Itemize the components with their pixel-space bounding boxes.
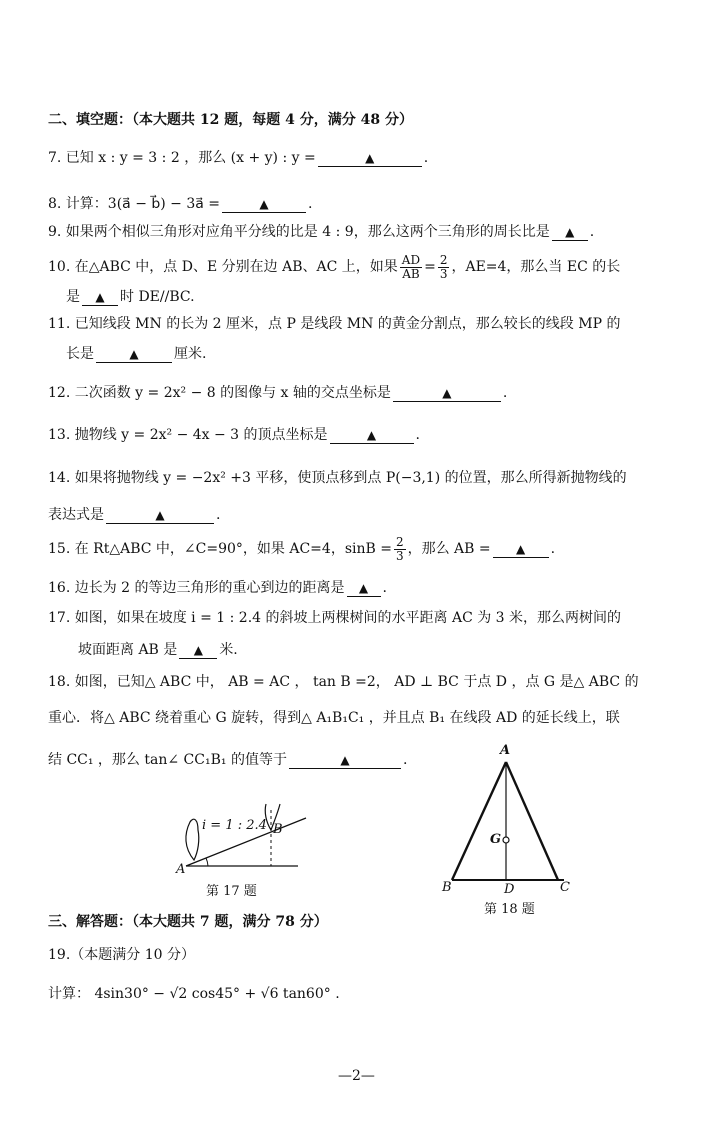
blank-marker-7: ▲ bbox=[365, 151, 375, 165]
figure-18-triangle-diagram bbox=[440, 756, 590, 886]
question-8 bbox=[48, 194, 313, 214]
question-7-end: . bbox=[423, 150, 429, 166]
figure-17-caption: 第 17 题 bbox=[206, 884, 257, 899]
question-17-line2-pre: 坡面距离 AB 是 bbox=[78, 642, 178, 658]
question-15-mid: ，那么 AB = bbox=[407, 541, 491, 557]
question-10-line2-pre: 是 bbox=[66, 289, 80, 305]
answer-blank-9 bbox=[552, 224, 588, 241]
question-13-text: 13. 抛物线 y = 2x² − 4x − 3 的顶点坐标是 bbox=[48, 427, 328, 443]
side-ac bbox=[506, 762, 558, 880]
question-8-end: . bbox=[308, 196, 313, 212]
fraction-numerator: AD bbox=[401, 252, 421, 267]
question-11-line2-pre: 长是 bbox=[66, 346, 94, 362]
answer-blank-14 bbox=[106, 507, 214, 524]
question-13-end: . bbox=[415, 427, 420, 443]
fig18-label-b: B bbox=[442, 880, 452, 895]
blank-marker-10: ▲ bbox=[95, 290, 105, 304]
question-12-end: . bbox=[502, 385, 508, 401]
blank-marker-9: ▲ bbox=[565, 225, 575, 239]
question-17: 17. 如图，如果在坡度 i = 1 : 2.4 的斜坡上两棵树间的水平距离 AC 为 3 米，那么两树间的 bbox=[48, 610, 622, 626]
fraction-ad-ab bbox=[400, 254, 422, 281]
answer-blank-18 bbox=[289, 752, 401, 769]
blank-marker-18: ▲ bbox=[340, 753, 350, 767]
question-13 bbox=[48, 425, 420, 445]
question-10-line2 bbox=[66, 287, 195, 307]
blank-marker-14: ▲ bbox=[155, 508, 165, 522]
figure-17-slope-diagram bbox=[172, 800, 312, 880]
fig17-slope-label: i = 1 : 2.4 bbox=[202, 818, 267, 833]
answer-blank-8 bbox=[222, 196, 306, 213]
question-10-line2-post: 时 DE//BC. bbox=[120, 289, 195, 305]
question-11-line2 bbox=[66, 344, 206, 364]
fig17-label-b: B bbox=[273, 822, 283, 837]
fraction-denominator: AB bbox=[402, 266, 420, 281]
question-12 bbox=[48, 383, 507, 403]
blank-marker-16: ▲ bbox=[358, 581, 369, 595]
question-17-line2-post: 米. bbox=[219, 642, 238, 658]
fig18-label-a: A bbox=[500, 743, 511, 758]
page-number: —2— bbox=[338, 1068, 375, 1084]
blank-marker-15: ▲ bbox=[516, 542, 526, 556]
centroid-point-g bbox=[503, 837, 509, 843]
question-14-line2 bbox=[48, 505, 220, 525]
side-ab bbox=[452, 762, 506, 880]
question-9-end: . bbox=[589, 224, 595, 240]
question-14-line2-post: . bbox=[216, 507, 221, 523]
question-11-line2-post: 厘米. bbox=[174, 346, 207, 362]
question-11: 11. 已知线段 MN 的长为 2 厘米，点 P 是线段 MN 的黄金分割点，那么较长的线段 MP 的 bbox=[48, 316, 621, 332]
question-16-text: 16. 边长为 2 的等边三角形的重心到边的距离是 bbox=[48, 580, 345, 596]
answer-blank-17 bbox=[179, 642, 217, 659]
blank-marker-12: ▲ bbox=[442, 386, 452, 400]
answer-blank-7 bbox=[318, 150, 422, 167]
blank-marker-8: ▲ bbox=[259, 197, 269, 211]
question-14: 14. 如果将抛物线 y = −2x² +3 平移，使顶点移到点 P(−3,1) 的位置，那么所得新抛物线的 bbox=[48, 470, 627, 486]
fraction-two-thirds bbox=[438, 254, 450, 281]
blank-marker-17: ▲ bbox=[193, 643, 203, 657]
question-17-line2 bbox=[78, 640, 238, 660]
question-12-text: 12. 二次函数 y = 2x² − 8 的图像与 x 轴的交点坐标是 bbox=[48, 385, 391, 401]
fig18-label-c: C bbox=[560, 880, 570, 895]
fraction-numerator: 2 bbox=[395, 534, 404, 549]
tree-a-shape bbox=[186, 819, 199, 860]
question-18-line3-pre: 结 CC₁ ，那么 tan∠ CC₁B₁ 的值等于 bbox=[48, 752, 287, 768]
question-10 bbox=[48, 252, 620, 282]
question-7 bbox=[48, 148, 428, 168]
blank-marker-11: ▲ bbox=[129, 347, 139, 361]
answer-blank-15 bbox=[493, 541, 549, 558]
section2-heading: 二、填空题：（本大题共 12 题，每题 4 分，满分 48 分） bbox=[48, 112, 413, 128]
question-18-line3 bbox=[48, 750, 407, 770]
question-9-text: 9. 如果两个相似三角形对应角平分线的比是 4 : 9，那么这两个三角形的周长比是 bbox=[48, 224, 550, 240]
question-16 bbox=[48, 578, 387, 598]
question-15-end: . bbox=[550, 541, 556, 557]
question-10-rest: ，AE=4，那么当 EC 的长 bbox=[451, 259, 621, 275]
section3-heading: 三、解答题：（本大题共 7 题，满分 78 分） bbox=[48, 914, 328, 930]
question-18-line3-post: . bbox=[402, 752, 408, 768]
question-15 bbox=[48, 534, 555, 564]
answer-blank-11 bbox=[96, 346, 172, 363]
figure-18-caption: 第 18 题 bbox=[484, 902, 535, 917]
answer-blank-16 bbox=[347, 580, 381, 597]
question-7-text: 7. 已知 x : y = 3 : 2 ，那么 (x + y) : y = bbox=[48, 150, 316, 166]
question-18-line2: 重心．将△ ABC 绕着重心 G 旋转，得到△ A₁B₁C₁ ，并且点 B₁ 在线段 AD 的延长线上，联 bbox=[48, 710, 620, 726]
angle-arc bbox=[206, 858, 208, 866]
blank-marker-13: ▲ bbox=[366, 428, 377, 442]
question-8-text: 8. 计算：3(a⃗ − b⃗) − 3a⃗ = bbox=[48, 196, 221, 212]
answer-blank-13 bbox=[330, 427, 414, 444]
fraction-sinb bbox=[394, 536, 406, 563]
fig17-label-a: A bbox=[176, 862, 186, 877]
fig18-label-d: D bbox=[504, 882, 515, 897]
question-9 bbox=[48, 222, 594, 242]
answer-blank-12 bbox=[393, 385, 501, 402]
question-10-text: 10. 在△ABC 中，点 D、E 分别在边 AB、AC 上，如果 bbox=[48, 259, 398, 275]
fig18-label-g: G bbox=[490, 832, 502, 847]
question-15-text: 15. 在 Rt△ABC 中，∠C=90°，如果 AC=4，sinB = bbox=[48, 541, 392, 557]
fraction-denominator: 3 bbox=[395, 548, 404, 563]
question-18: 18. 如图，已知△ ABC 中， AB = AC ， tan B =2， AD ⊥ BC 于点 D ，点 G 是△ ABC 的 bbox=[48, 674, 639, 690]
fraction-numerator: 2 bbox=[439, 252, 448, 267]
answer-blank-10 bbox=[82, 289, 118, 306]
question-14-line2-pre: 表达式是 bbox=[48, 507, 104, 523]
equals-sign: = bbox=[424, 259, 436, 275]
question-19-body: 计算： 4sin30° − √2 cos45° + √6 tan60° . bbox=[48, 986, 340, 1002]
question-19-title: 19.（本题满分 10 分） bbox=[48, 947, 195, 963]
fraction-denominator: 3 bbox=[439, 266, 448, 281]
question-16-end: . bbox=[382, 580, 387, 596]
